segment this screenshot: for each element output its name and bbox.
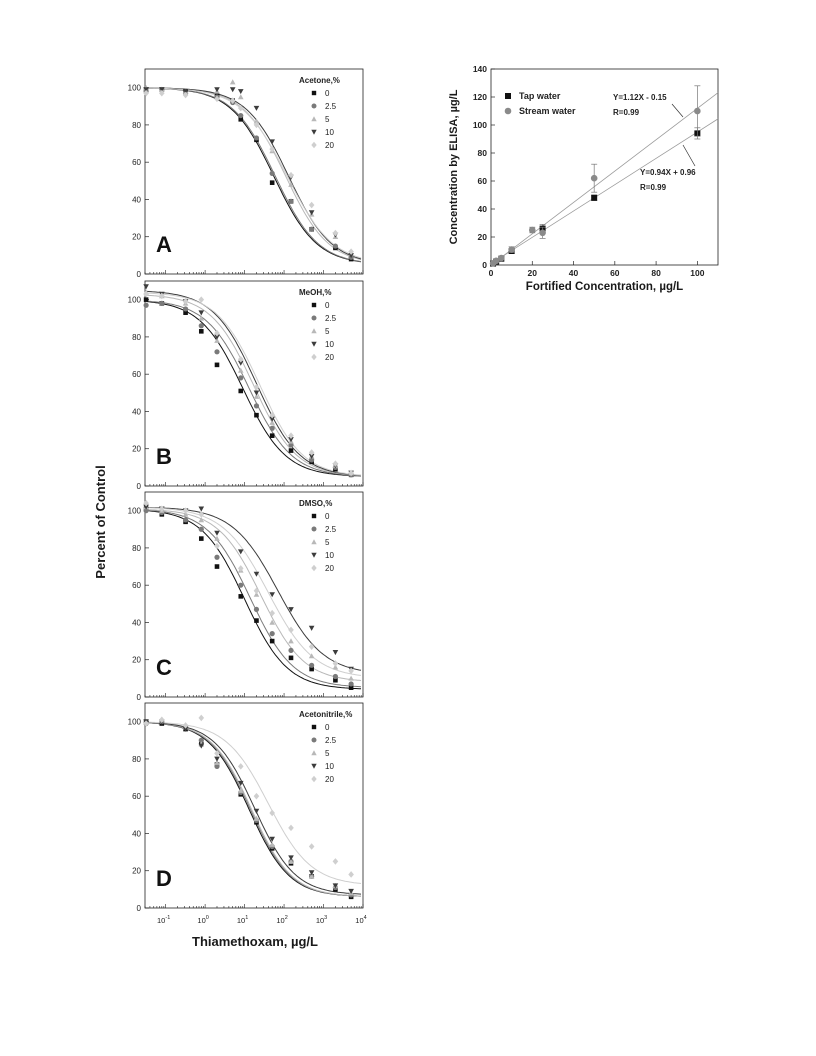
legend-marker-2.5 <box>312 104 317 109</box>
scatter-ylabel: Concentration by ELISA, µg/L <box>448 89 460 245</box>
data-point-20 <box>238 565 244 572</box>
data-point-10 <box>254 106 260 111</box>
data-point-5 <box>269 842 275 847</box>
fit-curve-10 <box>147 88 361 259</box>
y-tick-label: 20 <box>477 232 487 242</box>
legend-label: 10 <box>325 551 334 560</box>
data-point-20 <box>238 763 244 770</box>
data-point-0 <box>270 639 275 644</box>
data-point-2.5 <box>183 306 188 311</box>
data-point-10 <box>214 757 220 762</box>
data-point-0 <box>199 329 204 334</box>
scatter-xlabel: Fortified Concentration, µg/L <box>525 281 684 293</box>
data-point-20 <box>254 384 260 391</box>
data-point-2.5 <box>309 663 314 668</box>
data-point-0 <box>289 656 294 661</box>
data-point-20 <box>198 715 204 722</box>
data-point-20 <box>269 610 275 617</box>
legend-label: 20 <box>325 141 334 150</box>
legend-label: 10 <box>325 340 334 349</box>
x-tick-label: $10^2$ <box>276 915 288 925</box>
y-tick-label: 60 <box>477 176 487 186</box>
r-value-1: R=0.99 <box>613 108 640 117</box>
data-point-20 <box>333 858 339 865</box>
y-tick-label: 60 <box>132 792 141 802</box>
y-tick-label: 40 <box>132 829 141 839</box>
y-tick-label: 80 <box>132 754 141 764</box>
data-point-2.5 <box>333 243 338 248</box>
figure-xlabel: Thiamethoxam, µg/L <box>192 934 318 949</box>
data-point-2.5 <box>214 349 219 354</box>
equation-1: Y=1.12X - 0.15 <box>613 93 667 102</box>
x-tick-label: $10^{-1}$ <box>157 915 171 925</box>
data-point-2.5 <box>214 555 219 560</box>
legend-label: 0 <box>325 512 330 521</box>
y-tick-label: 140 <box>472 64 487 74</box>
y-tick-label: 80 <box>132 120 141 130</box>
fit-line-2 <box>491 119 718 264</box>
data-point-2.5 <box>309 227 314 232</box>
panel-letter: B <box>156 444 172 469</box>
data-point-2.5 <box>288 199 293 204</box>
data-point-0 <box>238 389 243 394</box>
data-point-stream-water <box>529 227 536 234</box>
legend-label: 2.5 <box>325 736 337 745</box>
legend-marker-5 <box>311 328 316 333</box>
data-point-2.5 <box>270 631 275 636</box>
y-tick-label: 60 <box>132 158 141 168</box>
y-tick-label: 40 <box>477 204 487 214</box>
data-point-stream-water <box>539 230 546 237</box>
panel-a <box>128 69 363 279</box>
legend-marker-5 <box>311 116 316 121</box>
y-tick-label: 80 <box>477 148 487 158</box>
panel-letter: C <box>156 655 172 680</box>
legend-marker-10 <box>311 342 316 347</box>
data-point-stream-water <box>591 175 598 182</box>
data-point-2.5 <box>183 517 188 522</box>
y-tick-label: 40 <box>132 195 141 205</box>
data-point-2.5 <box>199 527 204 532</box>
y-tick-label: 120 <box>472 92 487 102</box>
data-point-2.5 <box>238 113 243 118</box>
legend-marker-20 <box>311 565 316 571</box>
fit-curve-5 <box>147 510 361 681</box>
fit-line-1 <box>491 93 718 265</box>
legend-marker-20 <box>311 776 316 782</box>
data-point-20 <box>183 298 189 305</box>
data-point-10 <box>309 626 315 631</box>
x-tick-label: $10^3$ <box>315 915 328 925</box>
legend-marker <box>505 93 511 99</box>
y-tick-label: 100 <box>127 506 141 516</box>
data-point-stream-water <box>508 246 515 253</box>
legend-marker-5 <box>311 750 316 755</box>
legend-label: 20 <box>325 353 334 362</box>
data-point-0 <box>270 433 275 438</box>
fit-curve-20 <box>147 722 361 883</box>
x-tick-label: 60 <box>610 268 620 278</box>
y-tick-label: 100 <box>472 120 487 130</box>
legend-marker-0 <box>312 725 316 729</box>
data-point-20 <box>309 843 315 850</box>
data-point-0 <box>215 363 220 368</box>
y-tick-label: 40 <box>132 618 141 628</box>
y-tick-label: 20 <box>132 866 141 876</box>
data-point-2.5 <box>333 674 338 679</box>
fit-curve-5 <box>147 88 361 260</box>
fit-curve-20 <box>147 88 361 258</box>
data-point-0 <box>254 618 259 623</box>
r-value-2: R=0.99 <box>640 183 667 192</box>
data-point-2.5 <box>159 301 164 306</box>
data-point-2.5 <box>288 648 293 653</box>
y-tick-label: 60 <box>132 581 141 591</box>
data-point-stream-water <box>694 108 701 115</box>
data-point-0 <box>289 448 294 453</box>
y-tick-label: 20 <box>132 444 141 454</box>
legend-marker-0 <box>312 303 316 307</box>
data-point-0 <box>238 594 243 599</box>
legend-marker-2.5 <box>312 738 317 743</box>
x-tick-label: 40 <box>568 268 579 278</box>
legend-marker-2.5 <box>312 527 317 532</box>
data-point-2.5 <box>199 323 204 328</box>
data-point-10 <box>214 87 220 92</box>
legend-label: 20 <box>325 564 334 573</box>
x-tick-labels <box>157 915 367 925</box>
y-tick-label: 0 <box>136 270 141 279</box>
data-point-2.5 <box>254 135 259 140</box>
legend-label: 5 <box>325 327 330 336</box>
legend-label: 5 <box>325 749 330 758</box>
legend-label: 0 <box>325 723 330 732</box>
y-tick-label: 0 <box>136 693 141 702</box>
data-point-2.5 <box>238 375 243 380</box>
y-tick-label: 20 <box>132 655 141 665</box>
legend-marker-0 <box>312 91 316 95</box>
data-point-2.5 <box>270 426 275 431</box>
data-point-10 <box>214 531 220 536</box>
panel-letter: A <box>156 232 172 257</box>
legend-marker <box>505 108 512 115</box>
legend-label: 0 <box>325 301 330 310</box>
annotation-arrow-1 <box>672 104 683 117</box>
y-tick-label: 60 <box>132 370 141 380</box>
legend-marker-10 <box>311 553 316 558</box>
data-point-2.5 <box>254 403 259 408</box>
data-point-10 <box>254 809 260 814</box>
data-point-0 <box>144 297 149 302</box>
figure-ylabel: Percent of Control <box>93 465 108 579</box>
data-point-5 <box>238 94 244 99</box>
x-tick-label: $10^4$ <box>355 915 367 925</box>
data-point-20 <box>309 202 315 209</box>
legend-label: 2.5 <box>325 314 337 323</box>
equation-2: Y=0.94X + 0.96 <box>640 168 696 177</box>
y-tick-label: 0 <box>136 904 141 913</box>
legend-marker-5 <box>311 539 316 544</box>
x-tick-label: 80 <box>651 268 661 278</box>
legend-label: 5 <box>325 115 330 124</box>
legend-title: Acetone,% <box>299 76 340 85</box>
data-point-5 <box>288 638 294 643</box>
data-point-2.5 <box>144 303 149 308</box>
legend-label: 2.5 <box>325 102 337 111</box>
data-point-0 <box>254 413 259 418</box>
panel-frame <box>145 281 363 486</box>
data-point-20 <box>333 230 339 237</box>
data-point-2.5 <box>238 583 243 588</box>
data-point-0 <box>199 536 204 541</box>
y-tick-label: 80 <box>132 332 141 342</box>
x-tick-label: 0 <box>488 268 494 278</box>
legend-label: 10 <box>325 762 334 771</box>
legend-label: 20 <box>325 775 334 784</box>
legend-title: MeOH,% <box>299 288 332 297</box>
data-point-20 <box>254 587 260 594</box>
legend-label: 2.5 <box>325 525 337 534</box>
panel-frame <box>145 492 363 697</box>
data-point-20 <box>254 793 260 800</box>
data-point-10 <box>230 87 236 92</box>
y-tick-label: 100 <box>127 83 141 93</box>
data-point-2.5 <box>270 171 275 176</box>
data-point-20 <box>309 643 315 650</box>
data-point-5 <box>230 79 236 84</box>
data-point-10 <box>333 650 339 655</box>
legend-marker-10 <box>311 130 316 135</box>
legend-marker-10 <box>311 764 316 769</box>
annotation-arrow-2 <box>683 145 695 166</box>
legend-title: DMSO,% <box>299 499 333 508</box>
data-point-2.5 <box>254 607 259 612</box>
x-tick-label: 20 <box>527 268 538 278</box>
legend-title: Acetonitrile,% <box>299 710 353 719</box>
legend-label: 10 <box>325 128 334 137</box>
y-tick-label: 100 <box>127 295 141 305</box>
data-point-stream-water <box>498 255 505 262</box>
y-tick-label: 80 <box>132 543 141 553</box>
data-point-10 <box>238 89 244 94</box>
panel-c <box>128 492 363 702</box>
data-point-10 <box>198 506 204 511</box>
data-point-10 <box>198 310 204 315</box>
recovery-scatter-chart <box>448 64 718 293</box>
legend-label: Tap water <box>519 91 561 101</box>
legend-label: Stream water <box>519 106 576 116</box>
y-tick-label: 20 <box>132 232 141 242</box>
data-point-20 <box>288 825 294 832</box>
x-tick-label: $10^1$ <box>236 915 249 925</box>
x-tick-label: 100 <box>690 268 705 278</box>
legend-marker-20 <box>311 142 316 148</box>
legend-marker-2.5 <box>312 316 317 321</box>
data-point-20 <box>348 871 354 878</box>
panel-letter: D <box>156 866 172 891</box>
data-point-10 <box>143 284 149 289</box>
fit-curve-2.5 <box>147 510 361 687</box>
panel-b <box>128 281 363 491</box>
data-point-0 <box>270 180 275 185</box>
y-tick-label: 0 <box>136 482 141 491</box>
dose-response-panels <box>128 69 367 925</box>
panel-d <box>128 703 363 913</box>
data-point-tap-water <box>591 195 597 201</box>
y-tick-label: 100 <box>127 717 141 727</box>
x-tick-label: $10^0$ <box>197 915 209 925</box>
data-point-0 <box>215 564 220 569</box>
data-point-10 <box>309 210 315 215</box>
y-tick-label: 0 <box>482 260 487 270</box>
legend-label: 0 <box>325 89 330 98</box>
legend-marker-0 <box>312 514 316 518</box>
data-point-5 <box>348 676 354 681</box>
legend-marker-20 <box>311 354 316 360</box>
data-point-20 <box>214 543 220 550</box>
legend-label: 5 <box>325 538 330 547</box>
data-point-20 <box>288 627 294 634</box>
data-point-10 <box>269 139 275 144</box>
y-tick-label: 40 <box>132 407 141 417</box>
data-point-2.5 <box>349 681 354 686</box>
